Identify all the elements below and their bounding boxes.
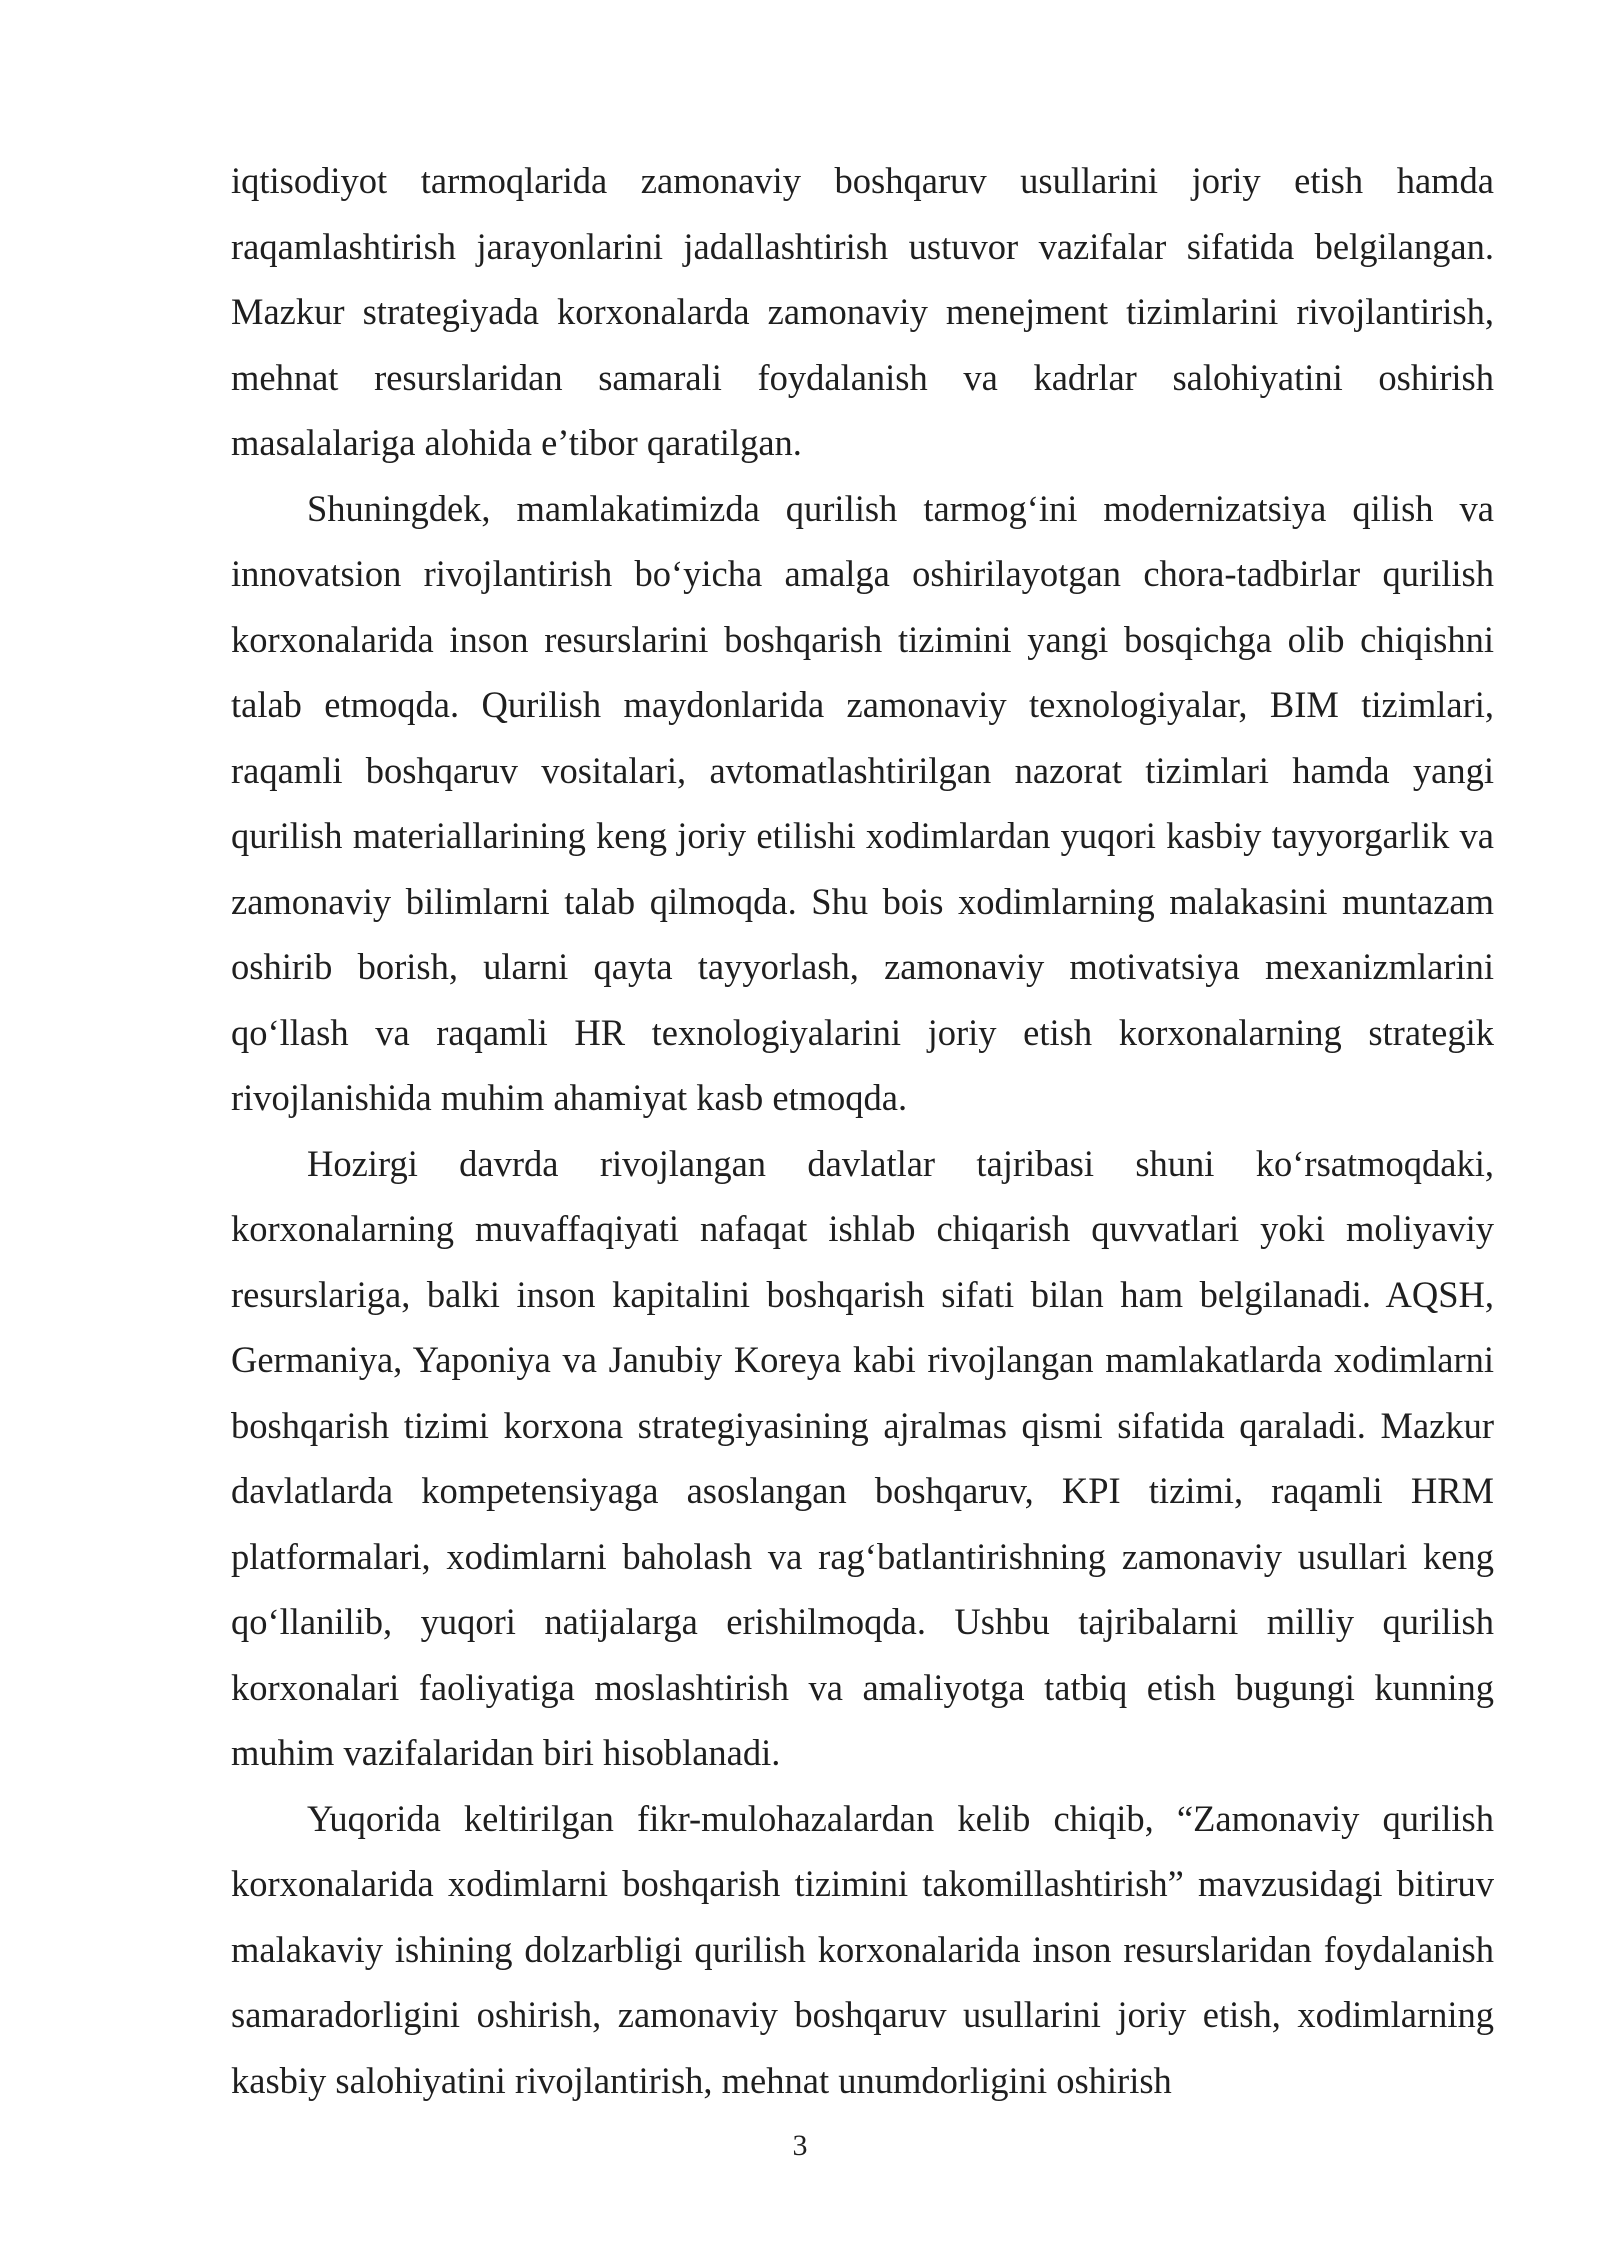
paragraph-3: Hozirgi davrda rivojlangan davlatlar tajribasi shuni ko‘rsatmoqdaki, korxonalarning muvaffaqiyati nafaqat ishlab chiqarish quvvatlari yoki moliyaviy resurslariga, balki inson kapitalini boshqarish sifati bilan ham belgilanadi. AQSH, Germaniya, Yaponiya va Janubiy Koreya kabi rivojlangan mamlakatlarda xodimlarni boshqarish tizimi korxona strategiyasining ajralmas qismi sifatida qaraladi. Mazkur davlatlarda kompetensiyaga asoslangan boshqaruv, KPI tizimi, raqamli HRM platformalari, xodimlarni baholash va rag‘batlantirishning zamonaviy usullari keng qo‘llanilib, yuqori natijalarga erishilmoqda. Ushbu tajribalarni milliy qurilish korxonalari faoliyatiga moslashtirish va amaliyotga tatbiq etish bugungi kunning muhim vazifalaridan biri hisoblanadi.	[231, 1142, 1494, 1773]
paragraph-4: Yuqorida keltirilgan fikr-mulohazalardan kelib chiqib, “Zamonaviy qurilish korxonalarida xodimlarni boshqarish tizimini takomillashtirish” mavzusidagi bitiruv malakaviy ishining dolzarbligi qurilish korxonalarida inson resurslaridan foydalanish samaradorligini oshirish, zamonaviy boshqaruv usullarini joriy etish, xodimlarning kasbiy salohiyatini rivojlantirish, mehnat unumdorligini oshirish	[231, 1797, 1494, 2101]
document-body	[231, 148, 1494, 2113]
paragraph-1: iqtisodiyot tarmoqlarida zamonaviy boshqaruv usullarini joriy etish hamda raqamlashtirish jarayonlarini jadallashtirish ustuvor vazifalar sifatida belgilangan. Mazkur strategiyada korxonalarda zamonaviy menejment tizimlarini rivojlantirish, mehnat resurslaridan samarali foydalanish va kadrlar salohiyatini oshirish masalalariga alohida e’tibor qaratilgan.	[231, 160, 1494, 463]
paragraph-2: Shuningdek, mamlakatimizda qurilish tarmog‘ini modernizatsiya qilish va innovatsion rivojlantirish bo‘yicha amalga oshirilayotgan chora-tadbirlar qurilish korxonalarida inson resurslarini boshqarish tizimini yangi bosqichga olib chiqishni talab etmoqda. Qurilish maydonlarida zamonaviy texnologiyalar, BIM tizimlari, raqamli boshqaruv vositalari, avtomatlashtirilgan nazorat tizimlari hamda yangi qurilish materiallarining keng joriy etilishi xodimlardan yuqori kasbiy tayyorgarlik va zamonaviy bilimlarni talab qilmoqda. Shu bois xodimlarning malakasini muntazam oshirib borish, ularni qayta tayyorlash, zamonaviy motivatsiya mexanizmlarini qo‘llash va raqamli HR texnologiyalarini joriy etish korxonalarning strategik rivojlanishida muhim ahamiyat kasb etmoqda.	[231, 487, 1494, 1118]
page-number: 3	[792, 2129, 808, 2162]
